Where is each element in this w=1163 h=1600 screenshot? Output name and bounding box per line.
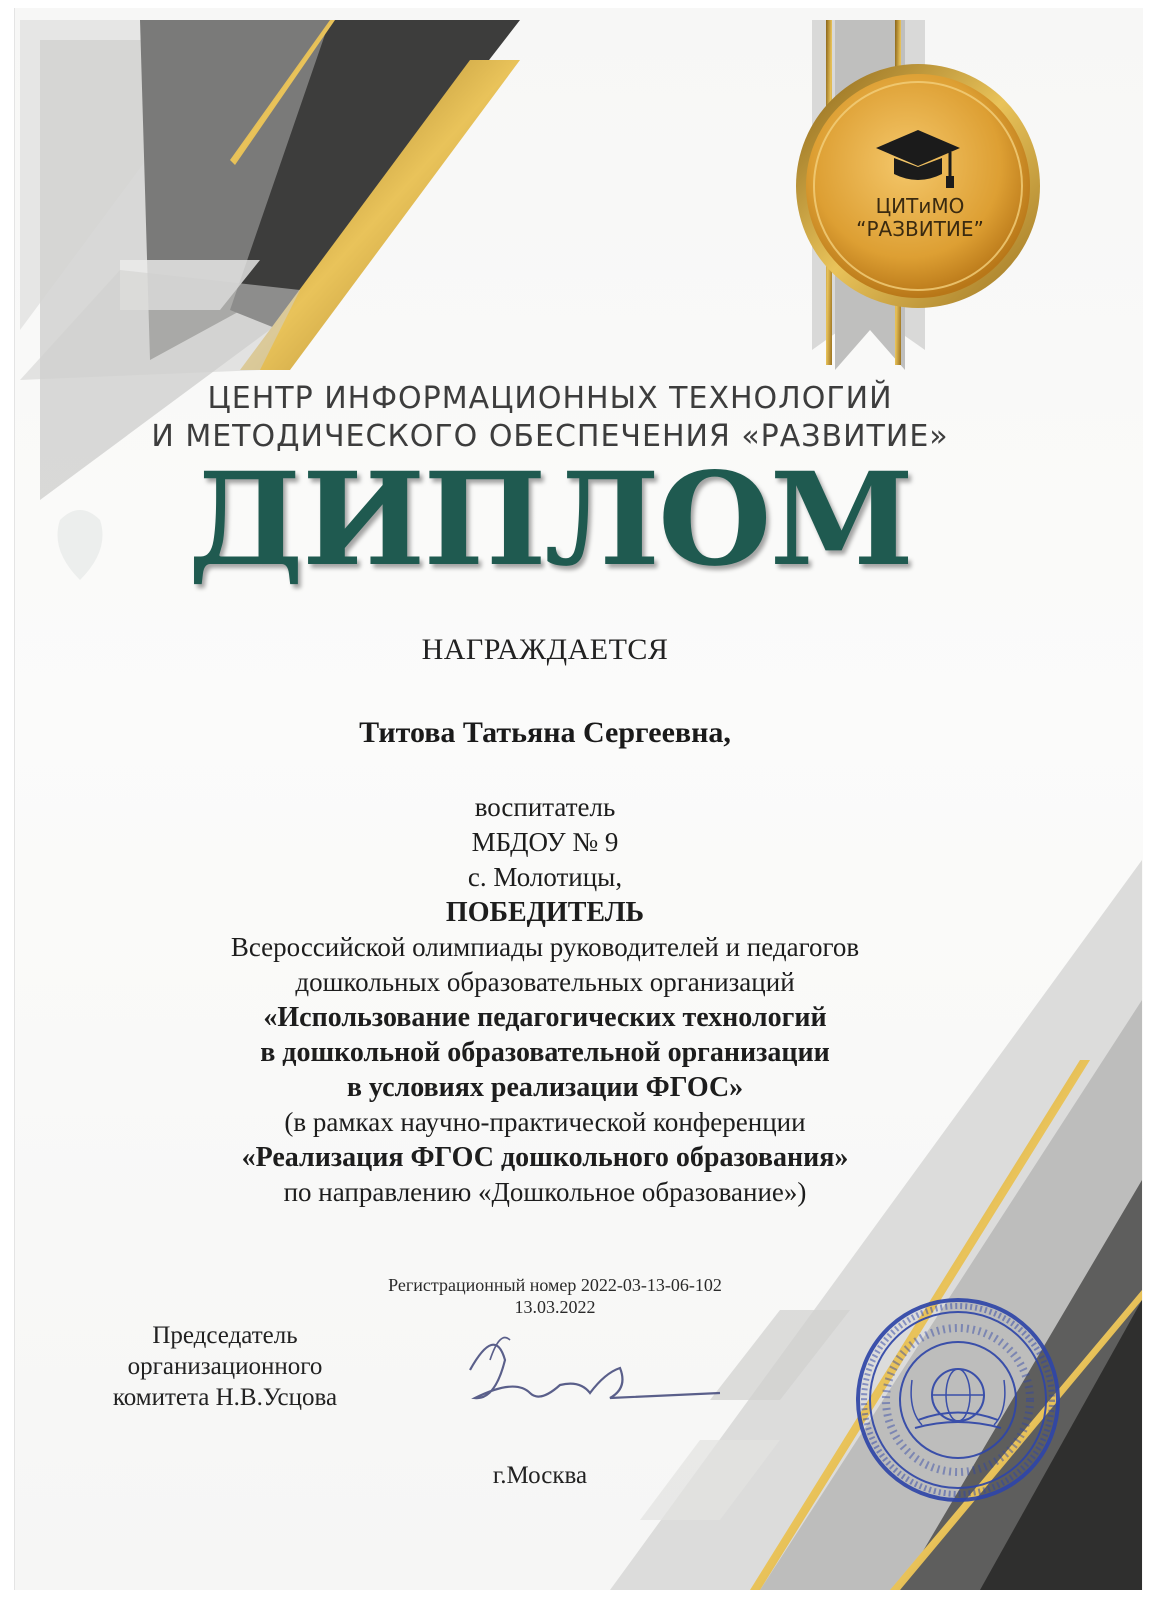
recipient-locality: с. Молотицы, [467,862,623,892]
conference-line-2: «Реализация ФГОС дошкольного образования» [241,1142,849,1173]
event-line-1: Всероссийской олимпиады руководителей и педагогов [230,932,860,962]
conference-line-1: (в рамках научно-практической конференции [284,1107,806,1137]
registration-block [290,1274,820,1318]
recipient-institution: МБДОУ № 9 [471,827,619,857]
award-status: ПОБЕДИТЕЛЬ [445,897,645,928]
faint-emblem [58,510,103,580]
recipient-position: воспитатель [474,792,616,822]
event-line-2: дошкольных образовательных организаций [295,967,795,997]
topic-line-3: в условиях реализации ФГОС» [346,1072,744,1103]
city-label: г.Москва [492,1462,588,1489]
topic-line-2: в дошкольной образовательной организации [260,1037,830,1068]
signature-mark [470,1345,720,1398]
medal-line-1: ЦИТиМО [875,194,965,218]
medal-label [820,195,1020,241]
recipient-name: Титова Татьяна Сергеевна, [359,716,731,749]
registration-date: 13.03.2022 [514,1297,596,1317]
chairperson-block [80,1320,370,1413]
awarded-label: НАГРАЖДАЕТСЯ [421,633,669,666]
registration-number: Регистрационный номер 2022-03-13-06-102 [388,1275,722,1295]
diploma-title: ДИПЛОМ [187,445,913,595]
chair-line-1: Председатель [152,1322,298,1349]
org-line-1: ЦЕНТР ИНФОРМАЦИОННЫХ ТЕХНОЛОГИЙ [207,381,893,416]
award-details [140,790,950,1210]
conference-line-3: по направлению «Дошкольное образование») [283,1177,807,1207]
medal-seal [796,64,1040,308]
medal-line-2: “РАЗВИТИЕ” [856,217,984,241]
chair-line-2: организационного [127,1353,323,1380]
topic-line-1: «Использование педагогических технологий [263,1002,827,1033]
chair-line-3: комитета Н.В.Усцова [112,1384,338,1411]
org-line-2: И МЕТОДИЧЕСКОГО ОБЕСПЕЧЕНИЯ «РАЗВИТИЕ» [151,419,949,454]
